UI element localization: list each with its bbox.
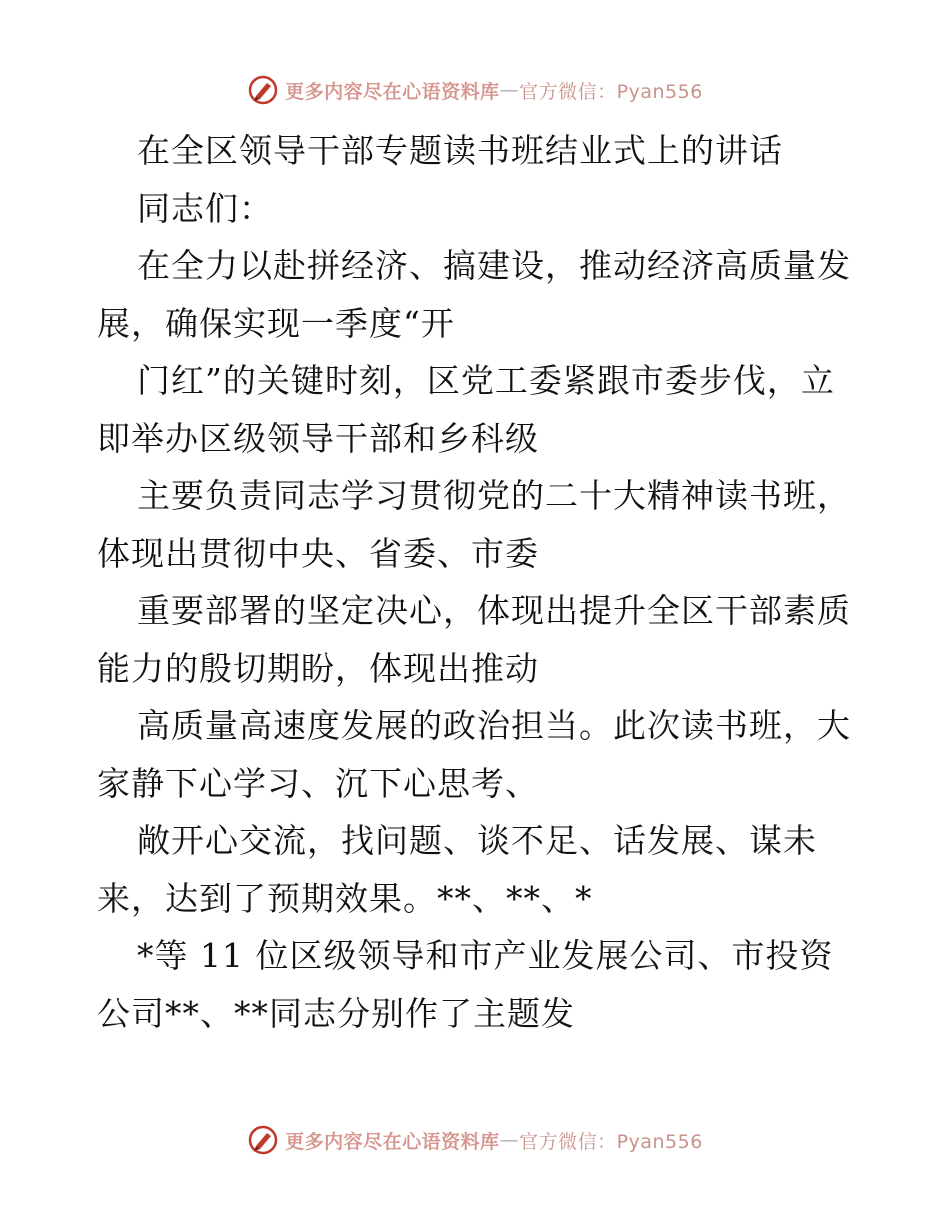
text-line: *等 11 位区级领导和市产业发展公司、市投资 bbox=[137, 936, 834, 975]
watermark-dash: — bbox=[499, 1129, 520, 1151]
document-title: 在全区领导干部专题读书班结业式上的讲话 bbox=[137, 131, 783, 170]
watermark-main-text: 更多内容尽在心语资料库 bbox=[285, 80, 500, 103]
text-line: 门红”的关键时刻，区党工委紧跟市委步伐，立 bbox=[137, 361, 835, 400]
text-line: 家静下心学习、沉下心思考、 bbox=[97, 763, 539, 803]
text-line: 来，达到了预期效果。**、**、* bbox=[97, 878, 593, 918]
salutation: 同志们： bbox=[137, 188, 273, 228]
text-line: 主要负责同志学习贯彻党的二十大精神读书班， bbox=[137, 476, 851, 515]
watermark-header bbox=[0, 70, 950, 110]
pen-logo-icon bbox=[247, 74, 279, 106]
watermark-main-text: 更多内容尽在心语资料库 bbox=[285, 1130, 500, 1153]
watermark-dash: — bbox=[499, 79, 520, 101]
text-line: 体现出贯彻中央、省委、市委 bbox=[97, 533, 539, 573]
document-body bbox=[97, 122, 857, 1042]
watermark-contact-text: 官方微信：Pyan556 bbox=[519, 80, 703, 103]
text-line: 在全力以赴拼经济、搞建设，推动经济高质量发 bbox=[137, 246, 851, 285]
text-line: 重要部署的坚定决心，体现出提升全区干部素质 bbox=[137, 591, 851, 630]
watermark-contact-text: 官方微信：Pyan556 bbox=[519, 1130, 703, 1153]
text-line: 公司**、**同志分别作了主题发 bbox=[97, 993, 575, 1033]
text-line: 敞开心交流，找问题、谈不足、话发展、谋未 bbox=[137, 821, 817, 860]
text-line: 即举办区级领导干部和乡科级 bbox=[97, 418, 539, 458]
text-line: 展，确保实现一季度“开 bbox=[97, 303, 455, 343]
text-line: 高质量高速度发展的政治担当。此次读书班，大 bbox=[137, 706, 851, 745]
pen-logo-icon bbox=[247, 1124, 279, 1156]
watermark-footer bbox=[0, 1120, 950, 1160]
text-line: 能力的殷切期盼，体现出推动 bbox=[97, 648, 539, 688]
